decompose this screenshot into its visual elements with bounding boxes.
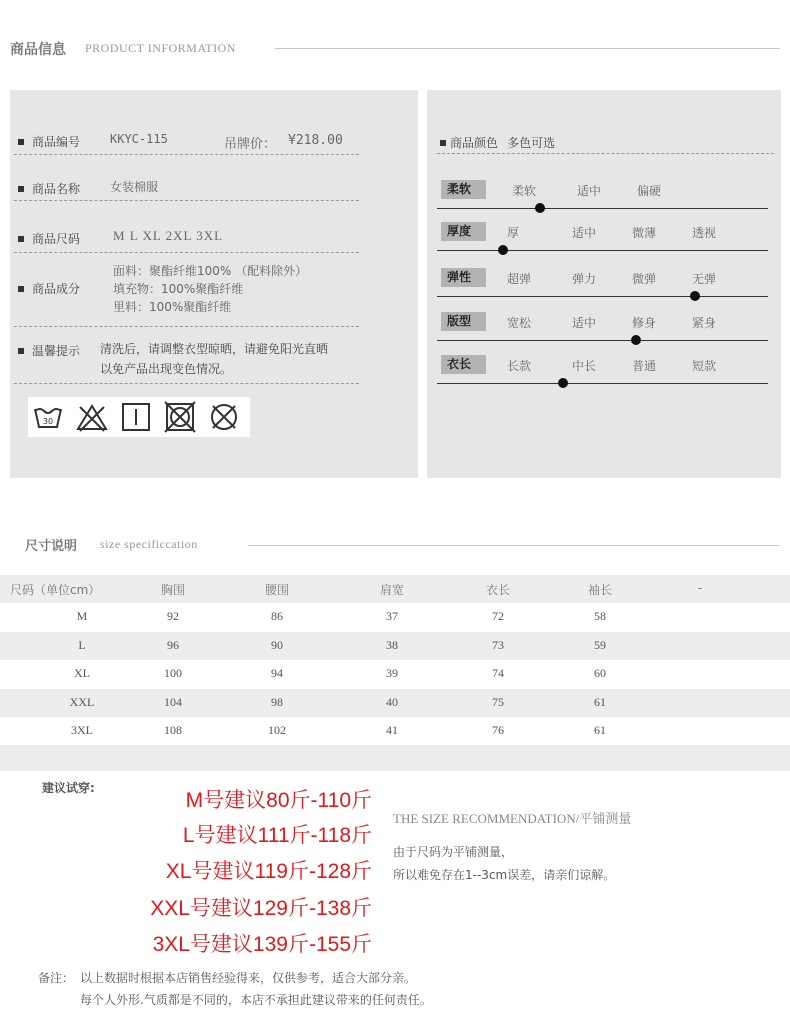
product-info-title: 商品信息 bbox=[10, 42, 66, 58]
attribute-option: 微弹 bbox=[632, 272, 657, 286]
header-cell: 尺码（单位cm） bbox=[10, 583, 101, 597]
bullet-icon bbox=[440, 140, 446, 146]
table-cell: 38 bbox=[386, 637, 398, 652]
attribute-tag: 柔软 bbox=[441, 180, 486, 199]
attribute-option: 偏硬 bbox=[637, 184, 662, 198]
attribute-tag: 弹性 bbox=[441, 268, 486, 287]
table-cell: 102 bbox=[268, 723, 286, 737]
table-cell: L bbox=[78, 637, 86, 652]
bullet-icon bbox=[18, 348, 24, 354]
size-row bbox=[18, 228, 80, 247]
attribute-scale-line bbox=[437, 208, 768, 209]
header-divider bbox=[275, 48, 780, 49]
attribute-tag: 厚度 bbox=[441, 222, 486, 241]
attribute-option: 超弹 bbox=[507, 272, 532, 286]
attribute-option: 短款 bbox=[692, 359, 717, 373]
attribute-option: 普通 bbox=[632, 359, 657, 373]
table-cell: 58 bbox=[594, 609, 606, 623]
recommend-explain: 所以难免存在1--3cm误差，请亲们谅解。 bbox=[393, 868, 616, 882]
header-cell: 袖长 bbox=[587, 583, 612, 597]
table-footer-band bbox=[0, 745, 790, 771]
divider bbox=[14, 154, 359, 155]
table-cell: 37 bbox=[386, 609, 398, 623]
composition-line: 填充物：100%聚酯纤维 bbox=[113, 282, 244, 296]
composition-line: 面料：聚酯纤维100% （配料除外） bbox=[113, 264, 308, 278]
divider bbox=[14, 326, 359, 327]
attribute-option: 长款 bbox=[507, 359, 532, 373]
attribute-option: 修身 bbox=[632, 316, 657, 330]
table-row bbox=[0, 603, 790, 631]
header-cell: 胸围 bbox=[160, 583, 185, 597]
line-dry-icon bbox=[120, 401, 152, 433]
attribute-option: 柔软 bbox=[512, 184, 537, 198]
composition-label: 商品成分 bbox=[32, 282, 81, 296]
table-cell: 94 bbox=[271, 666, 283, 680]
table-cell: M bbox=[76, 609, 88, 623]
tip-label: 温馨提示 bbox=[32, 344, 81, 358]
table-cell: 86 bbox=[271, 609, 283, 623]
recommend-line: XL号建议119斤-128斤 bbox=[165, 860, 372, 883]
name-value: 女装棉服 bbox=[110, 180, 159, 194]
table-cell: 41 bbox=[386, 723, 398, 737]
attribute-option: 紧身 bbox=[692, 316, 717, 330]
composition-line: 里料：100%聚酯纤维 bbox=[113, 300, 232, 314]
table-cell: 96 bbox=[167, 637, 179, 652]
table-row bbox=[0, 660, 790, 688]
table-cell: 60 bbox=[594, 666, 606, 680]
attribute-scale-line bbox=[437, 296, 768, 297]
table-cell: 74 bbox=[492, 666, 504, 680]
table-cell: 61 bbox=[594, 723, 606, 737]
attribute-option: 无弹 bbox=[692, 272, 717, 286]
price-label: 吊牌价： bbox=[224, 137, 277, 152]
table-cell: 98 bbox=[271, 694, 283, 709]
table-cell: 39 bbox=[386, 666, 398, 680]
no-tumble-dry-icon bbox=[164, 401, 196, 433]
attribute-option: 适中 bbox=[577, 184, 602, 198]
table-cell: 75 bbox=[492, 694, 504, 709]
table-cell: 76 bbox=[492, 723, 504, 737]
size-section-title-en: size specificcation bbox=[100, 537, 198, 551]
attribute-level-dot bbox=[631, 335, 641, 345]
wash-30-icon bbox=[32, 401, 64, 433]
wash-temp: 30 bbox=[42, 417, 54, 426]
table-cell: 40 bbox=[386, 694, 398, 709]
table-cell: 3XL bbox=[71, 723, 93, 737]
table-cell: 59 bbox=[594, 637, 606, 652]
attribute-tag: 衣长 bbox=[441, 355, 486, 374]
table-cell: 104 bbox=[164, 694, 182, 709]
no-dry-clean-icon bbox=[208, 401, 240, 433]
attribute-level-dot bbox=[558, 378, 568, 388]
composition-row bbox=[18, 278, 80, 297]
price-value: ¥218.00 bbox=[288, 133, 343, 148]
name-row bbox=[18, 178, 80, 197]
table-cell: 108 bbox=[164, 723, 182, 737]
size-section-title: 尺寸说明 bbox=[25, 539, 78, 554]
bullet-icon bbox=[18, 286, 24, 292]
no-bleach-icon bbox=[76, 401, 108, 433]
divider bbox=[437, 153, 774, 154]
footer-note-line: 以上数据时根据本店销售经验得来，仅供参考，适合大部分亲。 bbox=[80, 971, 417, 985]
color-row bbox=[440, 132, 555, 151]
attribute-option: 宽松 bbox=[507, 316, 532, 330]
table-cell: XXL bbox=[69, 694, 95, 709]
size-recommendation-title: THE SIZE RECOMMENDATION/平铺测量 bbox=[393, 811, 632, 826]
table-cell: 92 bbox=[167, 609, 179, 623]
table-cell: 73 bbox=[492, 637, 504, 652]
name-label: 商品名称 bbox=[32, 182, 81, 196]
table-cell: 100 bbox=[164, 666, 182, 680]
attribute-option: 透视 bbox=[692, 226, 717, 240]
attribute-scale-line bbox=[437, 383, 768, 384]
size-header-divider bbox=[248, 545, 780, 546]
tip-line: 清洗后，请调整衣型晾晒，请避免阳光直晒 bbox=[100, 342, 329, 356]
divider bbox=[14, 252, 359, 253]
size-value: M L XL 2XL 3XL bbox=[113, 228, 224, 243]
size-table-header bbox=[0, 575, 790, 603]
attribute-option: 弹力 bbox=[572, 272, 597, 286]
footer-note-line: 每个人外形.气质都是不同的，本店不承担此建议带来的任何责任。 bbox=[80, 993, 432, 1007]
recommend-line: 3XL号建议139斤-155斤 bbox=[152, 933, 372, 956]
attribute-option: 中长 bbox=[572, 359, 597, 373]
header-cell: 腰围 bbox=[264, 583, 289, 597]
bullet-icon bbox=[18, 236, 24, 242]
footer-note-label: 备注： bbox=[38, 971, 75, 985]
table-cell: 90 bbox=[271, 637, 283, 652]
attribute-tag: 版型 bbox=[441, 312, 486, 331]
item-no-value: KKYC-115 bbox=[110, 132, 168, 146]
table-cell: 61 bbox=[594, 694, 606, 709]
tip-row bbox=[18, 340, 80, 359]
color-value: 多色可选 bbox=[507, 136, 556, 150]
recommend-line: L号建议111斤-118斤 bbox=[182, 824, 372, 847]
attribute-level-dot bbox=[535, 203, 545, 213]
recommend-explain: 由于尺码为平铺测量， bbox=[393, 845, 514, 859]
product-info-title-en: PRODUCT INFORMATION bbox=[85, 41, 236, 55]
table-row bbox=[0, 689, 790, 717]
table-row bbox=[0, 717, 790, 745]
recommend-line: XXL号建议129斤-138斤 bbox=[150, 897, 372, 920]
divider bbox=[14, 200, 359, 201]
header-cell: - bbox=[697, 581, 703, 595]
recommend-label: 建议试穿: bbox=[42, 781, 95, 795]
tip-line: 以免产品出现变色情况。 bbox=[100, 362, 233, 376]
size-label: 商品尺码 bbox=[32, 232, 81, 246]
attribute-option: 适中 bbox=[572, 316, 597, 330]
attribute-option: 厚 bbox=[507, 226, 520, 240]
attribute-scale-line bbox=[437, 250, 768, 251]
divider bbox=[14, 383, 359, 384]
attribute-option: 适中 bbox=[572, 226, 597, 240]
recommend-line: M号建议80斤-110斤 bbox=[185, 789, 372, 812]
table-cell: 72 bbox=[492, 609, 504, 623]
item-no-label: 商品编号 bbox=[32, 135, 81, 149]
item-no-row bbox=[18, 131, 80, 150]
attribute-option: 微薄 bbox=[632, 226, 657, 240]
header-cell: 衣长 bbox=[485, 583, 510, 597]
attribute-scale-line bbox=[437, 340, 768, 341]
bullet-icon bbox=[18, 186, 24, 192]
color-label: 商品颜色 bbox=[450, 136, 499, 150]
care-icons bbox=[28, 397, 250, 437]
header-cell: 肩宽 bbox=[379, 583, 404, 597]
table-cell: XL bbox=[74, 666, 90, 680]
table-row bbox=[0, 632, 790, 660]
bullet-icon bbox=[18, 139, 24, 145]
